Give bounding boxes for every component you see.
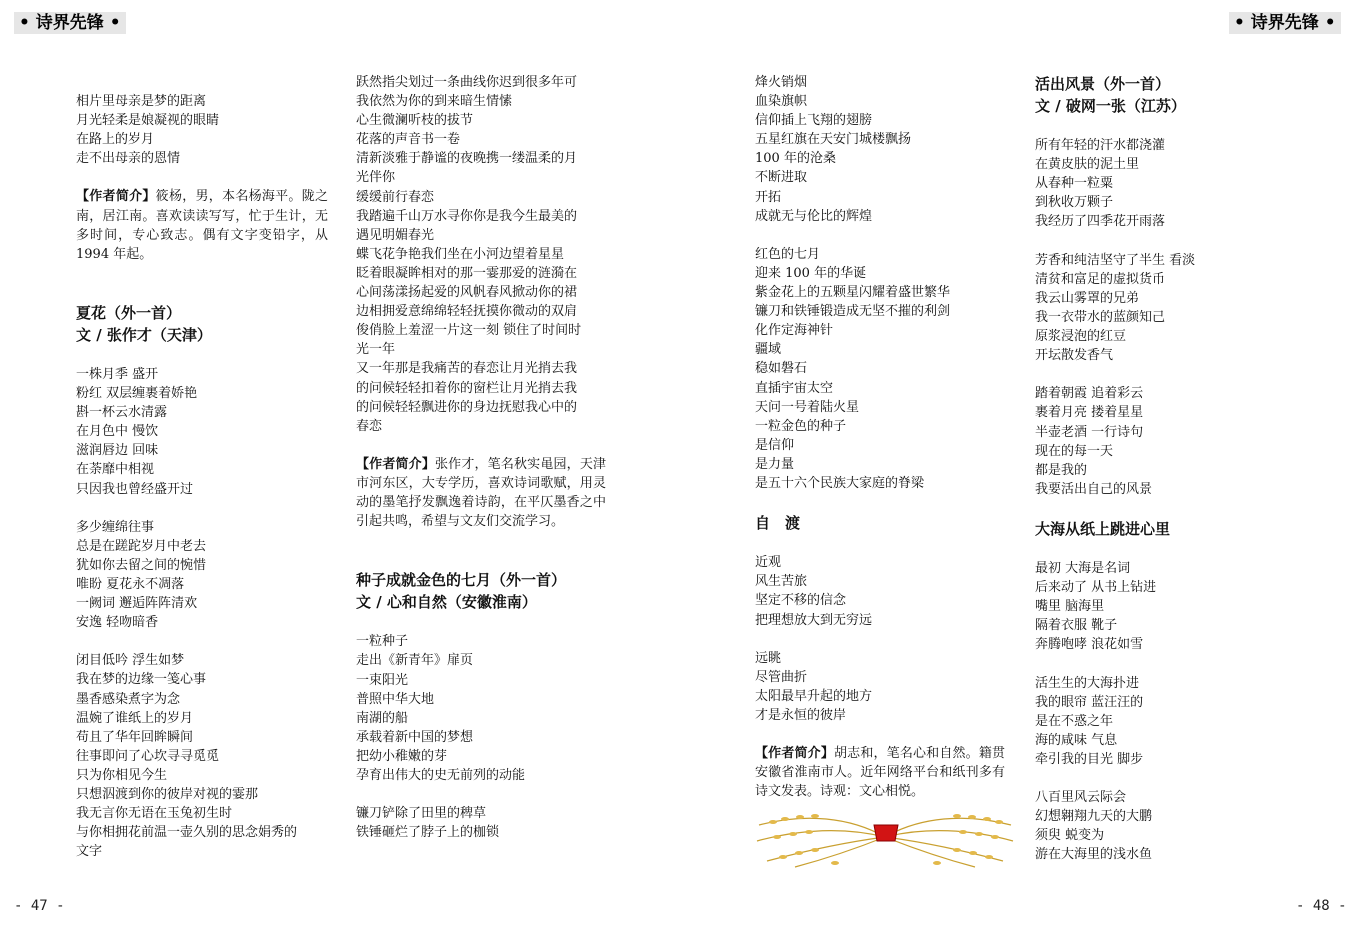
poem-line: 光伴你: [356, 170, 396, 186]
poem-line: 清贫和富足的虚拟货币: [1035, 271, 1166, 287]
stanza: [1035, 559, 1285, 654]
poem-line: 相片里母亲是梦的距离: [76, 94, 207, 109]
poem-line: 踏着朝霞 追着彩云: [1035, 386, 1144, 402]
poem-title: 活出风景（外一首）: [1035, 75, 1171, 93]
stanza: [1035, 136, 1285, 231]
poem-line: 安逸 轻吻暗香: [76, 615, 159, 631]
poem-title: 大海从纸上跳进心里: [1035, 519, 1171, 538]
poem-line: 春恋: [356, 418, 383, 434]
poem-line: 把幼小稚嫩的芽: [356, 748, 448, 764]
poem-line: 迎来 100 年的华诞: [755, 265, 867, 281]
poem-line: 在路上的岁月: [76, 132, 155, 148]
poem-line: 开坛散发香气: [1035, 348, 1114, 364]
column-2: [356, 73, 606, 842]
poem-line: 化作定海神针: [755, 323, 834, 339]
poem-line: 我踏遍千山万水寻你你是我今生最美的: [356, 208, 578, 224]
poem-line: 粉红 双层缠裹着娇艳: [76, 386, 198, 402]
poem-line: 原浆浸泡的红豆: [1035, 329, 1127, 345]
stanza: [356, 632, 606, 785]
poem-line: 总是在蹉跎岁月中老去: [76, 538, 207, 554]
column-4: [1035, 73, 1285, 865]
poem-line: 蝶飞花争艳我们坐在小河边望着星星: [356, 246, 565, 262]
poem-line: 我无言你无语在玉兔初生时: [76, 806, 233, 822]
poem-line: 光一年: [356, 342, 396, 358]
poem-line: 太阳最早升起的地方: [755, 688, 873, 704]
poem-line: 眨着眼凝眸相对的那一霎那爱的涟漪在: [356, 265, 578, 281]
poem-line: 五星红旗在天安门城楼飘扬: [755, 132, 912, 148]
poem-line: 苟且了华年回眸瞬间: [76, 729, 194, 745]
poem-line: 我要活出自己的风景: [1035, 481, 1153, 497]
poem-line: 跃然指尖划过一条曲线你迟到很多年可: [356, 75, 578, 90]
poem-line: 烽火销烟: [755, 75, 808, 90]
poem-line: 普照中华大地: [356, 691, 435, 707]
poem-line: 一束阳光: [356, 672, 409, 688]
header-tag-right: • 诗界先锋 •: [1229, 12, 1341, 34]
poem-author: 文 / 心和自然（安徽淮南）: [356, 593, 537, 612]
poem-line: 只因我也曾经盛开过: [76, 481, 194, 497]
poem-line: 隔着衣服 靴子: [1035, 618, 1118, 634]
stanza: [1035, 384, 1285, 499]
poem-line: 是五十六个民族大家庭的脊梁: [755, 475, 925, 491]
poem-line: 我的眼帘 蓝汪汪的: [1035, 694, 1144, 710]
poem-line: 遇见明媚春光: [356, 227, 435, 243]
poem-line: 走出《新青年》扉页: [356, 653, 474, 669]
bio-label: 【作者简介】: [76, 189, 156, 205]
poem-line: 月光轻柔是娘凝视的眼睛: [76, 113, 220, 129]
poem-line: 尽管曲折: [755, 669, 808, 685]
poem-line: 风生苦旅: [755, 574, 808, 590]
poem-line: 文字: [76, 844, 103, 860]
poem-line: 100 年的沧桑: [755, 151, 836, 167]
author-bio-3: [755, 744, 1005, 801]
poem-line: 的问候轻轻飘进你的身边抚慰我心中的: [356, 399, 578, 415]
stanza: [76, 651, 328, 861]
poem-line: 我经历了四季花开雨落: [1035, 214, 1166, 230]
poem-line: 紫金花上的五颗星闪耀着盛世繁华: [755, 285, 951, 301]
poem-line: 走不出母亲的恩情: [76, 151, 181, 167]
poem-line: 只想泅渡到你的彼岸对视的霎那: [76, 787, 259, 802]
intro-stanza: [76, 92, 328, 168]
poem-line: 清新淡雅于静谧的夜晚携一缕温柔的月: [356, 151, 578, 167]
poem-line: 八百里风云际会: [1035, 790, 1127, 806]
poem-line: 滋润唇边 回味: [76, 443, 159, 459]
stanza: [1035, 788, 1285, 864]
page-number-right: - 48 -: [1296, 898, 1347, 914]
poem-line: 红色的七月: [755, 246, 821, 262]
poem-line: 开拓: [755, 189, 782, 205]
stanza: [76, 365, 328, 499]
poem-line: 海的咸味 气息: [1035, 732, 1118, 748]
poem-line: 南湖的船: [356, 710, 409, 726]
stanza: [1035, 674, 1285, 769]
poem-line: 心间荡漾扬起爱的风帆春风掀动你的裙: [356, 285, 578, 301]
page-number-left: - 47 -: [14, 898, 65, 914]
poem-line: 把理想放大到无穷远: [755, 612, 873, 628]
poem-line: 一粒金色的种子: [755, 418, 847, 434]
poem-line: 都是我的: [1035, 462, 1088, 478]
author-bio-2: [356, 455, 606, 531]
stanza: [755, 245, 1005, 493]
poem-line: 在荼靡中相视: [76, 462, 155, 478]
poem-line: 孕育出伟大的史无前列的动能: [356, 768, 526, 783]
poem-line: 只为你相见今生: [76, 767, 168, 783]
author-bio-1: [76, 187, 328, 263]
poem-line: 温婉了谁纸上的岁月: [76, 710, 194, 726]
poem-line: 直插宇宙太空: [755, 380, 834, 396]
poem-line: 到秋收万颗子: [1035, 195, 1114, 211]
poem-line: 边相拥爱意绵绵轻轻抚摸你微动的双肩: [356, 304, 578, 320]
poem-line: 牵引我的目光 脚步: [1035, 752, 1144, 767]
poem-line: 我依然为你的到来暗生情愫: [356, 94, 513, 110]
poem-line: 墨香感染煮字为念: [76, 691, 181, 707]
poem-line: 血染旗帜: [755, 94, 808, 110]
bio-text: 张作才，笔名秋实黾园，天津市河东区，大专学历，喜欢诗词歌赋，用灵动的墨笔抒发飘逸着诗韵，在平仄墨香之中引起共鸣，希望与文友们交流学习。: [356, 456, 606, 530]
poem-line: 嘴里 脑海里: [1035, 599, 1105, 615]
poem-line: 俊俏脸上羞涩一片这一刻 锁住了时间时: [356, 323, 582, 339]
poem-line: 最初 大海是名词: [1035, 561, 1131, 577]
poem-line: 闭目低吟 浮生如梦: [76, 653, 185, 669]
poem-line: 疆域: [755, 342, 782, 358]
poem-line: 承载着新中国的梦想: [356, 729, 474, 745]
poem-line: 与你相拥花前温一壶久别的思念娟秀的: [76, 825, 298, 841]
poem-line: 半壶老酒 一行诗句: [1035, 424, 1144, 440]
poem-line: 缓缓前行春恋: [356, 189, 435, 205]
poem-author: 文 / 破网一张（江苏）: [1035, 97, 1186, 115]
poem-line: 我一衣带水的蓝颜知己: [1035, 309, 1166, 325]
stanza: [356, 804, 606, 842]
poem-line: 奔腾咆哮 浪花如雪: [1035, 637, 1144, 653]
bio-text: 胡志和，笔名心和自然。籍贯安徽省淮南市人。近年网络平台和纸刊多有诗文发表。诗观：文心相悦。: [755, 746, 1005, 800]
poem-line: 镰刀铲除了田里的稗草: [356, 806, 487, 822]
poem-line: 现在的每一天: [1035, 443, 1114, 459]
stanza: [755, 649, 1005, 725]
stanza: [76, 518, 328, 633]
poem-line: 在月色中 慢饮: [76, 424, 159, 440]
wheat-bundle-icon: [755, 807, 1017, 869]
header-tag-left: • 诗界先锋 •: [14, 12, 126, 34]
poem-line: 活生生的大海扑进: [1035, 675, 1140, 691]
poem-title: 自 渡: [755, 514, 801, 533]
poem-line: 游在大海里的浅水鱼: [1035, 847, 1153, 863]
stanza: [356, 73, 606, 436]
column-1: [76, 92, 328, 861]
poem-title: 夏花（外一首）: [76, 303, 182, 322]
poem-line: 是在不惑之年: [1035, 713, 1114, 729]
poem-line: 往事即问了心坎寻寻觅觅: [76, 748, 220, 764]
poem-line: 稳如磐石: [755, 361, 808, 377]
poem-line: 一粒种子: [356, 634, 409, 650]
stanza: [755, 553, 1005, 629]
poem-line: 我在梦的边缘一笺心事: [76, 672, 207, 688]
stanza: [755, 73, 1005, 226]
poem-line: 成就无与伦比的辉煌: [755, 208, 873, 224]
poem-line: 的问候轻轻扣着你的窗栏让月光捎去我: [356, 380, 578, 396]
bio-text: 筱杨，男，本名杨海平。陇之南，居江南。喜欢读读写写，忙于生计，无多时间，专心致志。偶有文字变铅字，从 1994 年起。: [76, 189, 328, 262]
poem-line: 近观: [755, 555, 782, 571]
poem-line: 信仰插上飞翔的翅膀: [755, 113, 873, 129]
poem-line: 我云山雾罩的兄弟: [1035, 290, 1140, 306]
poem-line: 一株月季 盛开: [76, 366, 159, 382]
stanza: [1035, 251, 1285, 366]
poem-line: 裹着月亮 搂着星星: [1035, 405, 1144, 421]
poem-title: 种子成就金色的七月（外一首）: [356, 571, 567, 590]
poem-line: 坚定不移的信念: [755, 593, 847, 609]
column-3: [755, 73, 1005, 869]
poem-line: 所有年轻的汗水都浇灌: [1035, 138, 1166, 154]
poem-line: 后来动了 从书上钻进: [1035, 580, 1157, 596]
bio-label: 【作者简介】: [356, 456, 435, 472]
poem-author: 文 / 张作才（天津）: [76, 325, 212, 344]
poem-line: 从春种一粒粟: [1035, 176, 1114, 192]
poem-line: 又一年那是我痛苦的春恋让月光捎去我: [356, 361, 578, 377]
bio-label: 【作者简介】: [755, 746, 834, 762]
poem-line: 不断进取: [755, 170, 808, 186]
poem-line: 犹如你去留之间的惋惜: [76, 557, 207, 573]
poem-line: 幻想翱翔九天的大鹏: [1035, 809, 1153, 825]
poem-line: 远眺: [755, 650, 782, 666]
poem-line: 镰刀和铁锤锻造成无坚不摧的利剑: [755, 304, 951, 320]
poem-line: 在黄皮肤的泥土里: [1035, 157, 1140, 173]
poem-line: 是力量: [755, 456, 795, 472]
poem-line: 斟一杯云水清露: [76, 405, 168, 421]
poem-line: 铁锤砸烂了脖子上的枷锁: [356, 825, 500, 841]
poem-line: 芳香和纯洁坚守了半生 看淡: [1035, 252, 1196, 268]
poem-line: 唯盼 夏花永不凋落: [76, 576, 185, 592]
poem-line: 须臾 蜕变为: [1035, 828, 1105, 844]
poem-line: 花落的声音书一卷: [356, 132, 461, 148]
poem-line: 多少缠绵往事: [76, 519, 155, 535]
poem-line: 一阙词 邂逅阵阵清欢: [76, 596, 198, 612]
poem-line: 是信仰: [755, 437, 795, 453]
poem-line: 才是永恒的彼岸: [755, 708, 847, 723]
poem-line: 心生微澜听枝的拔节: [356, 113, 474, 129]
poem-line: 天问一号着陆火星: [755, 399, 860, 415]
